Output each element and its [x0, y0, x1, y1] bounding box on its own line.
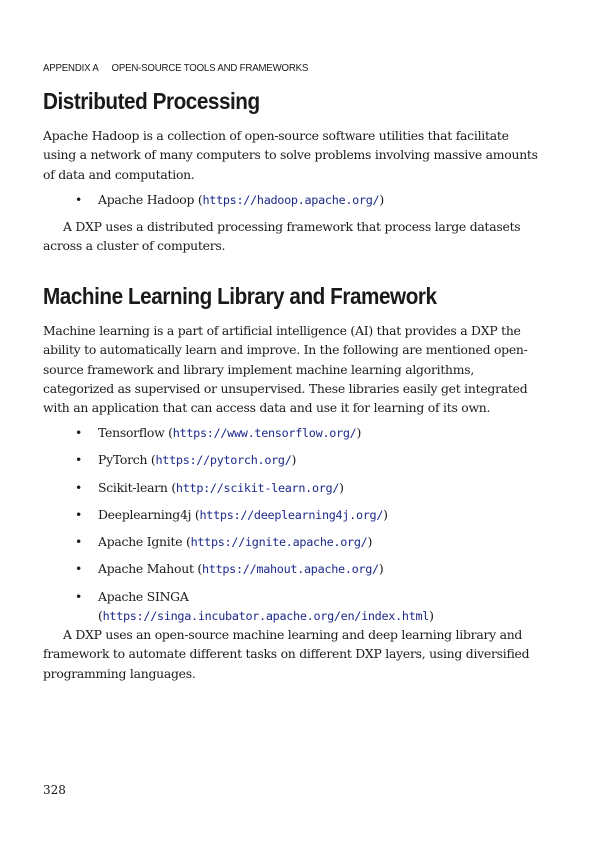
item-link[interactable]: https://deeplearning4j.org/	[199, 507, 384, 522]
item-name: Tensorflow	[98, 425, 165, 440]
item-name: Deeplearning4j	[98, 506, 192, 522]
item-link[interactable]: https://pytorch.org/	[155, 453, 292, 468]
list-item-apache-ignite: • Apache Ignite (https://ignite.apache.org/)	[43, 532, 543, 552]
section1-intro: Apache Hadoop is a collection of open-source software utilities that facilitate using a network of many computers to solve problems involving massive amounts of data and computation.	[43, 128, 538, 182]
item-link[interactable]: https://www.tensorflow.org/	[172, 426, 357, 440]
item-link[interactable]: http://scikit-learn.org/	[175, 480, 340, 495]
page-number: 328	[43, 783, 66, 797]
item-name: Apache Mahout	[98, 561, 194, 577]
item-name: Apache Hadoop	[98, 192, 195, 207]
section-heading-distributed-processing: Distributed Processing	[43, 88, 260, 114]
item-link[interactable]: https://mahout.apache.org/	[201, 562, 379, 577]
section1-closing: A DXP uses a distributed processing framework that process large datasets across a cluster of computers.	[43, 219, 521, 254]
section2-closing: A DXP uses an open-source machine learning and deep learning library and framework to automate different tasks on different DXP layers, using diversified programming languages.	[43, 627, 530, 681]
running-head-appendix: APPENDIX A	[43, 62, 99, 74]
item-name: PyTorch	[98, 452, 148, 468]
section-heading-machine-learning: Machine Learning Library and Framework	[43, 283, 437, 309]
item-link[interactable]: https://hadoop.apache.org/	[202, 193, 380, 207]
list-item-apache-hadoop: • Apache Hadoop (https://hadoop.apache.org/)	[43, 190, 543, 210]
running-head-title: OPEN-SOURCE TOOLS AND FRAMEWORKS	[111, 62, 309, 74]
item-name: Scikit-learn	[98, 479, 168, 495]
section2-intro: Machine learning is a part of artificial intelligence (AI) that provides a DXP the ability to automatically learn and improve. In the following are mentioned open-source framework and library implement machine learning algorithms, categorized as supervised or unsupervised. These libraries easily get integrated with an application that can access data and use it for learning of its own.	[43, 323, 528, 416]
list-item-pytorch: • PyTorch (https://pytorch.org/)	[43, 450, 543, 470]
list-item-scikit-learn: • Scikit-learn (http://scikit-learn.org/)	[43, 478, 543, 498]
list-item-apache-singa: • Apache SINGA (https://singa.incubator.apache.org/en/index.html)	[43, 587, 518, 627]
section2-list	[43, 423, 543, 626]
item-link[interactable]: https://ignite.apache.org/	[190, 535, 368, 550]
list-item-tensorflow: • Tensorflow (https://www.tensorflow.org/)	[43, 423, 543, 443]
item-link[interactable]: https://singa.incubator.apache.org/en/index.html	[102, 609, 430, 624]
item-name: Apache Ignite	[98, 534, 183, 550]
item-name: Apache SINGA	[98, 588, 189, 604]
section1-list	[43, 190, 543, 210]
running-head	[43, 62, 308, 74]
list-item-deeplearning4j: • Deeplearning4j (https://deeplearning4j.org/)	[43, 505, 543, 525]
list-item-apache-mahout: • Apache Mahout (https://mahout.apache.org/)	[43, 559, 543, 579]
